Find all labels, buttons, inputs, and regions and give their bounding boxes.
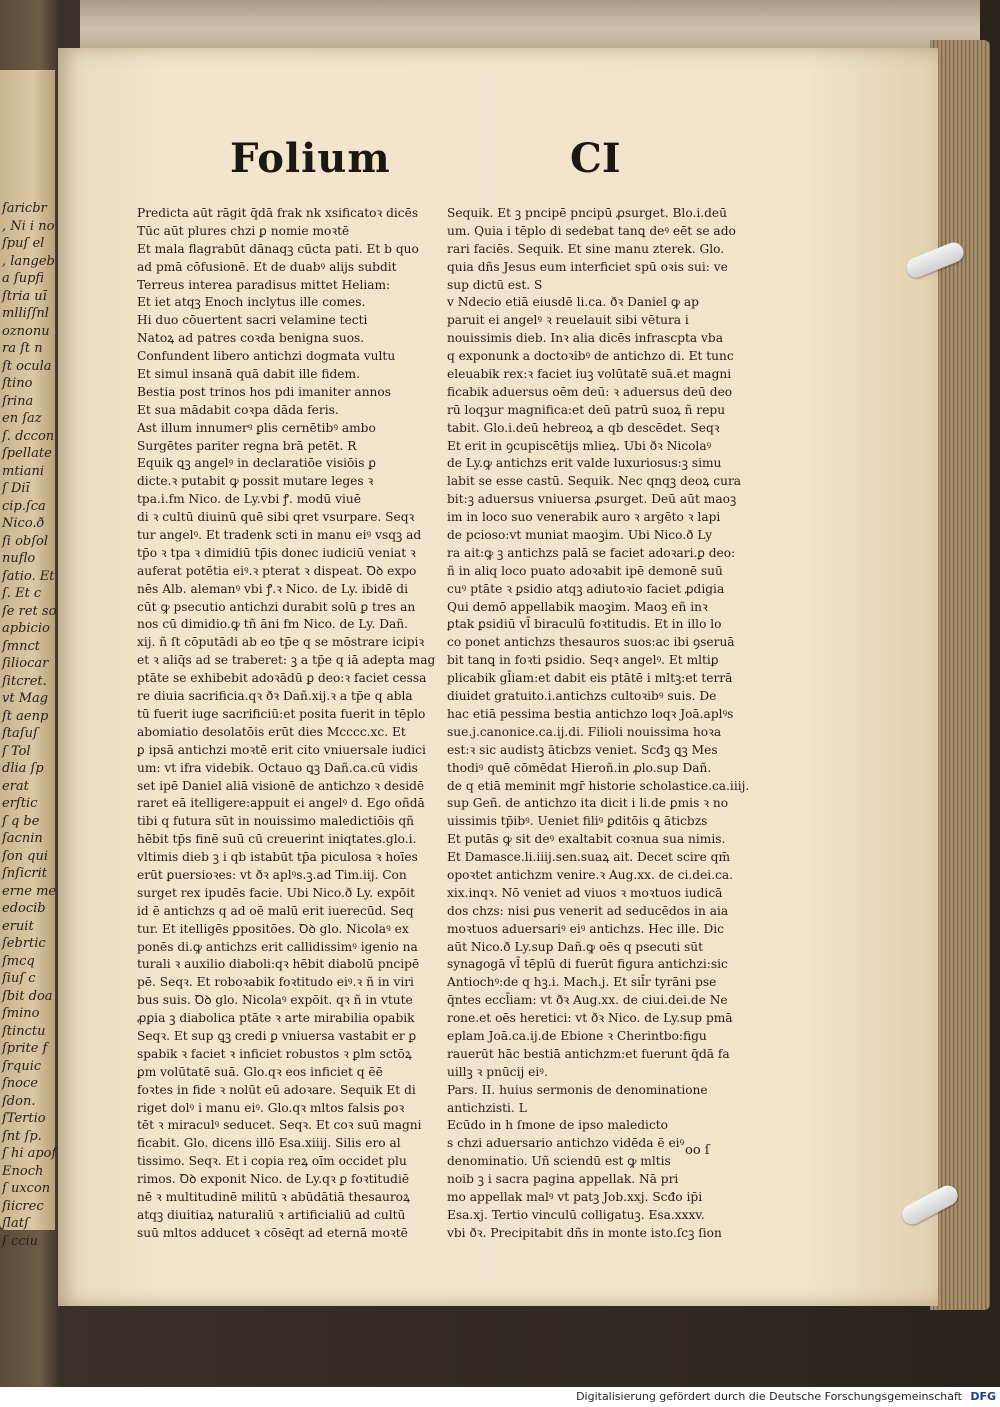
text-line: cūt ꝙ psecutio antichzi durabit solū ꝑ tres an	[137, 599, 416, 614]
left-page-fragment: ſebrtic	[2, 936, 46, 951]
text-line: quia dñs Jesus eum interficiet spū oꝛis sui: ve	[447, 259, 728, 274]
left-page-fragment: cip.ſca	[2, 498, 46, 514]
text-line: surget rex ipudēs facie. Ubi Nico.ð Ly. expōit	[137, 885, 416, 900]
text-line: denominatio. Uñ sciendū est ꝙ mltis	[447, 1154, 671, 1169]
left-text-column	[137, 205, 437, 1243]
left-page-fragment: edocib	[2, 901, 46, 916]
text-line: set ipē Daniel aliā visionē de antichzo ꝛ desidē	[137, 778, 425, 793]
text-line: ad pmā cōfusionē. Et de duabꝰ alijs subdit	[137, 259, 397, 274]
left-page-fragment: , langeb	[2, 253, 55, 269]
text-line: ptāte se exhibebit adoꝛādū ꝑ deo:ꝛ faciet cessa	[137, 671, 427, 686]
left-page-fragment: ſe ret so	[2, 603, 57, 619]
text-line: uillꝫ ꝛ pnūcij eiꝰ.	[447, 1064, 548, 1079]
left-page-fragment: ſt aenp	[2, 708, 49, 724]
page-header-word: Folium	[230, 135, 391, 182]
left-page-fragment: ſbit doa	[2, 988, 53, 1004]
text-line: xij. ñ ſt cōputādi ab eo tp̄e q se mōstrare icipiꝛ	[137, 635, 425, 650]
left-page-fragment: ſ. Et c	[2, 586, 42, 601]
text-line: tabit. Glo.i.deū hebreoꝝ a qb descēdet. Seqꝛ	[447, 420, 720, 435]
left-page-fragment: erat	[2, 778, 29, 794]
text-line: et ꝛ aliq̄s ad se traberet: ꝫ a tp̄e q iā adepta mag	[137, 653, 436, 668]
text-line: co ponet antichzs thesauros suos:ac ibi ꝯseruā	[447, 635, 735, 650]
left-page-fragment: ſmcq	[2, 953, 35, 969]
text-line: ꝑtak ꝑsidiū vl̄ biraculū foꝛtitudis. Et in illo lo	[447, 617, 722, 632]
left-page-fragment: , Ni i no	[2, 218, 55, 234]
folio-number: CI	[570, 135, 621, 182]
text-line: Qui demō appellabik maoꝫim. Maoꝫ eñ inꝛ	[447, 599, 708, 614]
left-page-fragment: ſon qui	[2, 848, 48, 864]
text-line: Et sua mādabit coꝛpa dāda feris.	[137, 402, 339, 417]
text-line: Pars. II. huius sermonis de denominatione	[447, 1082, 708, 1097]
funding-credit: Digitalisierung gefördert durch die Deutsche Forschungsgemeinschaft	[576, 1390, 962, 1403]
text-line: Equik ꝗꝫ angelꝰ in declaratiōe visiōis ꝑ	[137, 456, 377, 471]
text-line: nos cū dimidio.ꝙ tñ āni fm Nico. de Ly. Dañ.	[137, 617, 408, 632]
text-line: diuidet gratuito.i.antichzs cultoꝛibꝰ suis. De	[447, 689, 717, 704]
text-line: plicabik gl̄iam:et dabit eis ptātē i mltꝫ:et terrā	[447, 671, 733, 686]
text-line: foꝛtes in fide ꝛ nolūt eū adoꝛare. Sequik Et di	[137, 1082, 416, 1097]
text-line: di ꝛ cultū diuinū quē sibi qret vsurpare. Seqꝛ	[137, 510, 415, 525]
left-page-fragment: ſnſicrit	[2, 866, 48, 881]
left-page-fragment: Enoch	[2, 1163, 44, 1179]
catchword: oo ſ	[685, 1143, 710, 1158]
left-page-fragment: ſ hi apoſ	[2, 1146, 57, 1161]
text-line: suū mltos adducet ꝛ cōsēqt ad eternā moꝛtē	[137, 1225, 408, 1240]
left-page-fragment: ſitcret.	[2, 673, 47, 689]
text-line: pē. Seqꝛ. Et roboꝛabik foꝛtitudo eiꝰ.ꝛ ñ in viri	[137, 975, 414, 990]
text-line: atqꝫ diuitiaꝝ naturaliū ꝛ artificialiū ad cultū	[137, 1207, 406, 1222]
text-line: riget dolꝰ i manu eiꝰ. Glo.qꝛ mltos falsis ꝑoꝛ	[137, 1100, 405, 1115]
text-line: bit tanꝗ in foꝛti ꝑsidio. Seqꝛ angelꝰ. Et mltiꝑ	[447, 653, 719, 668]
text-line: im in loco suo venerabik auro ꝛ argēto ꝛ lapi	[447, 510, 721, 525]
left-page-fragment: ſpuſ el	[2, 236, 45, 251]
text-line: ra ait:ꝙ ꝫ antichzs palā se faciet adoꝛari.ꝑ deo:	[447, 545, 736, 560]
left-page-fragment: ſtria uī	[2, 288, 47, 304]
text-line: nouissimis dieb. Inꝛ alia dicēs infrascpta vba	[447, 331, 723, 346]
text-line: paruit ei angelꝰ ꝛ reuelauit sibi vētura i	[447, 313, 689, 328]
text-line: uissimis tp̄ibꝰ. Ueniet filiꝰ ꝑditōis ꝗ āticbzs	[447, 814, 708, 829]
text-line: vltimis dieb ꝫ i qb istabūt tp̄a piculosa ꝛ hoīes	[137, 850, 418, 865]
text-line: antichzisti. L	[447, 1100, 527, 1115]
left-page-fragment: ſtaſuſ	[2, 726, 38, 741]
left-page-fragment: mtiani	[2, 463, 44, 479]
left-page-fragment: erſtic	[2, 796, 38, 811]
text-line: ꝑ ipsā antichzi moꝛtē erit cito vniuersale iudici	[137, 742, 426, 757]
text-line: re diuia sacrificia.qꝛ ðꝛ Dañ.xij.ꝛ a tp̄e q abla	[137, 689, 413, 704]
text-line: rū loqꝫur magnifica:et deū patrū suoꝝ ñ repu	[447, 402, 726, 417]
left-page-fragment: ra ſt n	[2, 341, 43, 356]
left-page-fragment: vt Mag	[2, 691, 49, 706]
text-line: tpa.i.fm Nico. de Ly.vbi ꝭ. modū viuē	[137, 492, 361, 507]
text-line: rari faciēs. Sequik. Et sine manu zterek. Glo.	[447, 241, 725, 256]
left-page-fragment: ſ. dccon	[2, 428, 55, 444]
text-line: Et iet atqꝫ Enoch inclytus ille comes.	[137, 295, 366, 310]
text-line: rauerūt hāc bestiā antichzm:et fuerunt q̄dā fa	[447, 1046, 730, 1061]
text-line: thodiꝰ quē cōmēdat Hieroñ.in ꝓlo.sup Dañ.	[447, 760, 712, 775]
left-page-fragment: ſ Tol	[2, 743, 31, 759]
text-line: ꝓꝑia ꝫ diabolica ptāte ꝛ arte mirabilia opabik	[137, 1011, 415, 1026]
text-line: Terreus interea paradisus mittet Heliam:	[137, 277, 391, 292]
text-line: raret eā itelligere:appuit ei angelꝰ d. Ego oñdā	[137, 796, 425, 811]
left-page-fragment: ſtinctu	[2, 1023, 46, 1039]
text-line: ñ in aliq loco puato adoꝛabit ipē demonē suū	[447, 563, 723, 578]
text-line: Et erit in ꝯcupiscētijs mlieꝝ. Ubi ðꝛ Nicolaꝰ	[447, 438, 712, 453]
text-line: tū fuerit iuge sacrificiū:et posita fuerit in tēplo	[137, 706, 426, 721]
text-line: s chzi aduersario antichzo vidēda ē eiꝰ	[447, 1136, 685, 1151]
left-page-fragment: ſrina	[2, 393, 34, 409]
text-line: q exponunk a doctoꝛibꝰ de antichzo di. Et tunc	[447, 349, 734, 364]
text-line: Ecūdo in h ſmone de ipso maledicto	[447, 1118, 669, 1133]
text-line: aūt Nico.ð Ly.sup Dañ.ꝙ oēs q psecuti sūt	[447, 939, 704, 954]
text-line: ficabit. Glo. dicens illō Esa.xiiij. Silis ero al	[137, 1136, 401, 1151]
text-line: ꝑm volūtatē suā. Glo.qꝛ eos inficiet q ēē	[137, 1064, 383, 1079]
left-page-fragment: oznonu	[2, 323, 50, 339]
text-line: bus suis. Ꝺꝺ glo. Nicolaꝰ expōit. qꝛ ñ in vtute	[137, 993, 413, 1008]
text-line: q̄ntes eccl̄iam: vt ðꝛ Aug.xx. de ciui.dei.de Ne	[447, 993, 728, 1008]
text-line: Antiochꝰ:de q hꝫ.i. Mach.j. Et sil̄r tyrāni pse	[447, 975, 717, 990]
left-page-fragment: ſtino	[2, 376, 33, 391]
text-line: Surgētes pariter regna brā petēt. R	[137, 438, 357, 453]
text-line: bit:ꝫ aduersus vniuersa ꝓsurget. Deū aūt maoꝫ	[447, 492, 737, 507]
text-line: est:ꝛ sic audistꝫ āticbzs veniet. Scđꝫ ꝗꝫ Mes	[447, 742, 718, 757]
text-line: de Ly.ꝙ antichzs erit valde luxuriosus:ꝫ simu	[447, 456, 722, 471]
left-page-fragment: ſTertio	[2, 1111, 46, 1126]
left-page-fragment: ſrquic	[2, 1058, 42, 1074]
dfg-logo: DFG	[970, 1390, 996, 1403]
left-page-fragment: ſmino	[2, 1006, 40, 1021]
left-page-fragment: ſ cciu	[2, 1233, 39, 1249]
text-line: labit se esse castū. Sequik. Nec qnqꝫ deoꝝ cura	[447, 474, 742, 489]
right-text-column	[447, 205, 750, 1243]
text-line: opoꝛtet antichzm venire.ꝛ Aug.xx. de ci.dei.ca.	[447, 867, 734, 882]
text-line: cuꝰ ptāte ꝛ ꝑsidio atqꝫ adiutoꝛio faciet ꝓdigia	[447, 581, 725, 596]
text-line: hac etiā pessima bestia antichzo loqꝛ Joā.aplꝰs	[447, 706, 734, 721]
text-line: Ast illum innumerꝰ ꝑlis cernētibꝰ ambo	[137, 420, 376, 435]
left-page-fragment: nuflo	[2, 551, 36, 566]
text-line: eplam Joā.ca.ij.de Ebione ꝛ Cherintbo:figu	[447, 1028, 707, 1043]
text-line: id ē antichzs q ad oē malū erit iuerecūd. Seq	[137, 903, 414, 918]
left-page-fragment: ſnoce	[2, 1076, 38, 1091]
text-line: sup Geñ. de antichzo ita dicit i li.de ꝑmis ꝛ no	[447, 796, 729, 811]
text-line: Sequik. Et ꝫ pncipē pncipū ꝓsurget. Blo.i.deū	[447, 206, 727, 220]
left-page-fragment: ſiliocar	[2, 656, 49, 671]
text-line: de pcioso:vt muniat maoꝫim. Ubi Nico.ð Ly	[447, 528, 713, 543]
text-line: spabik ꝛ faciet ꝛ inficiet robustos ꝛ ꝑlm sctōꝝ	[137, 1046, 412, 1061]
text-line: rone.et oēs heretici: vt ðꝛ Nico. de Ly.sup pmā	[447, 1011, 733, 1026]
left-page-fragment: mlliſſnl	[2, 306, 49, 321]
left-page-fragment: en ſaz	[2, 411, 42, 426]
left-page-fragment: ſprite f	[2, 1041, 48, 1056]
text-line: um. Quia i tēplo di sedebat tanꝗ deꝰ eēt se ado	[447, 223, 736, 238]
text-line: noib ꝫ i sacra pagina appellak. Nā pri	[447, 1172, 679, 1187]
text-line: Bestia post trinos hos pdi imaniter annos	[137, 384, 391, 399]
left-page-fragment: ſatio. Et	[2, 568, 55, 584]
left-page-fragment: ſt ocula	[2, 358, 52, 374]
text-line: tp̄o ꝛ tpa ꝛ dimidiū tp̄is donec iudiciū veniat ꝛ	[137, 545, 416, 560]
text-line: mo appellak malꝰ vt patꝫ Job.xxj. Scđo ip̄i	[447, 1189, 703, 1204]
text-line: um: vt ifra videbik. Octauo ꝗꝫ Dañ.ca.cū vidis	[137, 760, 418, 775]
text-line: vbi ðꝛ. Precipitabit dñs in monte isto.ſcꝫ ſion	[447, 1225, 722, 1240]
text-line: moꝛtuos aduersariꝰ eiꝰ antichzs. Hec ille. Dic	[447, 921, 724, 936]
left-page-fragment: ſmnct	[2, 638, 41, 654]
left-page-fragment: ſiuſ c	[2, 971, 36, 986]
text-line: tibi q futura sūt in nouissimo maledictiōis qñ	[137, 814, 414, 829]
text-line: hēbit tp̄s finē suū cū creuerint iniqtates.glo.i.	[137, 832, 417, 847]
text-line: sup dictū est. S	[447, 277, 543, 292]
text-line: nēs Alb. alemanꝰ vbi ꝭ.ꝛ Nico. de Ly. ibidē di	[137, 581, 409, 596]
text-line: tur angelꝰ. Et tradenk scti in manu eiꝰ vsqꝫ ad	[137, 528, 422, 543]
left-page-fragment: ſ q be	[2, 813, 40, 829]
text-line: Seqꝛ. Et sup ꝗꝫ credi ꝑ vniuersa vastabit er ꝑ	[137, 1028, 417, 1043]
left-page-fragment: ſacnin	[2, 831, 43, 846]
text-line: Et simul insanā quā dabit ille fidem.	[137, 367, 360, 382]
left-page-fragment: ſiicrec	[2, 1198, 44, 1214]
text-line: dicte.ꝛ putabit ꝙ possit mutare leges ꝛ	[137, 474, 374, 489]
text-line: synagogā vl̄ tēplū di fuerūt figura antichzi:sic	[447, 957, 728, 972]
left-page-fragment: dlia ſp	[2, 761, 44, 776]
left-page-fragment: apbicio	[2, 621, 50, 636]
text-line: Natoꝝ ad patres coꝛda benigna suos.	[137, 331, 365, 346]
left-page-fragment: Nico.ð	[2, 516, 45, 531]
text-line: turali ꝛ auxilio diaboli:qꝛ hēbit diabolū pncipē	[137, 957, 420, 972]
text-line: Et Damasce.li.iiij.sen.suaꝝ ait. Decet scire qm̄	[447, 850, 731, 865]
page-stack-edge	[930, 40, 990, 1310]
left-page-fragment: ſ uxcon	[2, 1181, 51, 1196]
text-line: eleuabik rex:ꝛ faciet iuꝫ volūtatē suā.et magni	[447, 367, 732, 382]
left-page-fragment: eruit	[2, 918, 34, 934]
text-line: Confundent libero antichzi dogmata vultu	[137, 349, 396, 364]
text-line: ponēs di.ꝙ antichzs erit callidissimꝰ igenio na	[137, 939, 418, 954]
text-line: xix.inqꝛ. Nō veniet ad viuos ꝛ moꝛtuos iudicā	[447, 885, 723, 900]
text-line: tissimo. Seqꝛ. Et i copia reꝝ oīm occidet plu	[137, 1154, 407, 1169]
left-page-fragment: ſdon.	[2, 1093, 36, 1109]
text-line: abomiatio desolatōis erūt dies Mcccc.xc. Et	[137, 724, 406, 739]
text-line: Et putās ꝙ sit deꝰ exaltabit coꝛnua sua nimis.	[447, 832, 726, 847]
text-line: Predicta aūt rāgit q̄dā frak nk xsificatoꝛ dicēs	[137, 206, 419, 220]
text-line: erūt ꝑuersioꝛes: vt ðꝛ aplꝰs.ꝫ.ad Tim.iij. Con	[137, 867, 407, 882]
text-line: auferat potētia eiꝰ.ꝛ pterat ꝛ dispeat. Ꝺꝺ expo	[137, 563, 417, 578]
digitization-footer	[0, 1387, 1000, 1407]
left-page-fragment: ſpellate	[2, 446, 52, 461]
left-page-fragment: ſ Diī	[2, 481, 30, 496]
book-top-edge	[80, 0, 980, 52]
left-page-fragment: erne me	[2, 883, 57, 899]
text-line: tēt ꝛ miraculꝰ seducet. Seqꝛ. Et coꝛ suū magni	[137, 1118, 422, 1133]
text-line: sue.j.canonice.ca.ij.di. Filioli nouissima hoꝛa	[447, 724, 722, 739]
text-line: dos chzs: nisi ꝑus venerit ad seducēdos in aia	[447, 903, 729, 918]
text-line: nē ꝛ multitudinē militū ꝛ abūdātiā thesauroꝝ	[137, 1189, 411, 1204]
text-line: ficabik aduersus oēm deū: ꝛ aduersus deū deo	[447, 384, 733, 399]
left-page-fragment: ſaricbr	[2, 201, 47, 216]
text-line: tur. Et itelligēs ꝑpositōes. Ꝺꝺ glo. Nicolaꝰ ex	[137, 921, 409, 936]
left-page-fragment: a ſupfi	[2, 271, 45, 286]
text-line: rimos. Ꝺꝺ exponit Nico. de Ly.qꝛ ꝑ foꝛtitudiē	[137, 1172, 410, 1187]
text-line: Esa.xj. Tertio vinculū colligatuꝫ. Esa.xxxv.	[447, 1207, 705, 1222]
text-line: Et mala flagrabūt dānaqꝫ cūcta pati. Et b quo	[137, 241, 419, 256]
text-line: de q etiā meminit mgr̄ historie scholastice.ca.iiij.	[447, 778, 750, 793]
left-page-fragment: ſlatſ	[2, 1216, 29, 1231]
left-page-fragment: ſnt ſp.	[2, 1128, 42, 1144]
left-page-edge	[0, 70, 57, 1249]
text-line: Hi duo cōuertent sacri velamine tecti	[137, 313, 368, 328]
left-page-fragment: ſi obſol	[2, 533, 49, 549]
text-line: Tūc aūt plures chzi ꝑ nomie moꝛtē	[137, 223, 350, 238]
text-line: v Ndecio etiā eiusdē li.ca. ðꝛ Daniel ꝙ ap	[447, 295, 699, 310]
